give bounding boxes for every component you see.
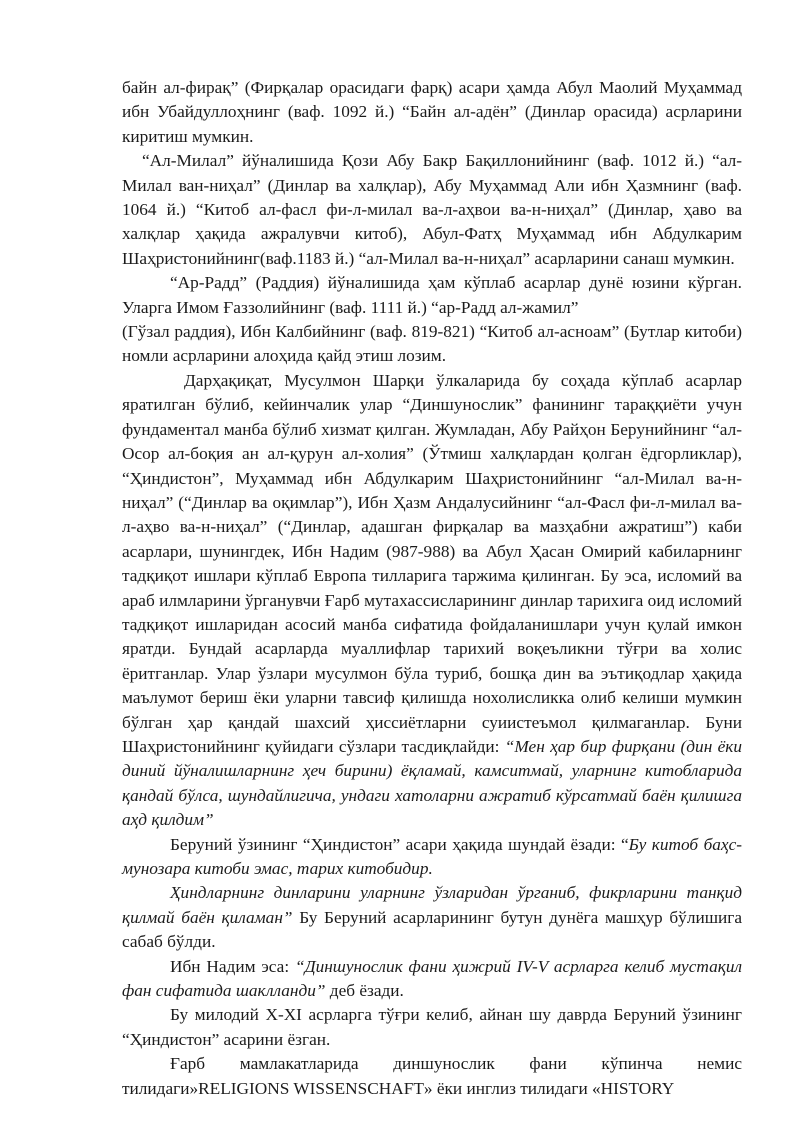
ibn-nadim-quote: “Диншунослик фани ҳижрий IV-V асрларга келиб мустақил фан сифатида шаклланди” (122, 956, 742, 1001)
paragraph-beruniy (122, 833, 742, 882)
paragraph-tail: деб ёзади. (325, 981, 404, 1001)
paragraph-ar-radd: “Ар-Радд” (Раддия) йўналишида ҳам кўплаб асарлар дунё юзини кўрган. Уларга Имом Ғаззолийнинг (ваф. 1111 й.) “ар-Радд ал-жамил” (122, 273, 742, 317)
paragraph-ibn-nadim (122, 955, 742, 1004)
paragraph-garb: Ғарб мамлакатларида диншунослик фани кўпинча немис тилидаги»RELIGIONS WISSENSCHAFT» ёки инглиз тилидаги «HISTORY (122, 1054, 742, 1098)
paragraph-al-milal: “Ал-Милал” йўналишида Қози Абу Бакр Бақиллонийнинг (ваф. 1012 й.) “ал-Милал ван-ниҳал” (Динлар ва халқлар), Абу Муҳаммад Али ибн Ҳазмнинг (ваф. 1064 й.) “Китоб ал-фасл фи-л-милал ва-л-аҳвои ва-н-ниҳал” (Динлар, ҳаво ва халқлар ҳақида ажралувчи китоб), Абул-Фатҳ Муҳаммад ибн Абдулкарим Шаҳристонийнинг(ваф.1183 й.) “ал-Милал ва-н-ниҳал” асарларини санаш мумкин. (122, 151, 742, 268)
paragraph-text: Дарҳақиқат, Мусулмон Шарқи ўлкаларида бу соҳада кўплаб асарлар яратилган бўлиб, кейинчалик улар “Диншунослик” фанининг тараққиёти учун фундаментал манба бўлиб хизмат қилган. Жумладан, Абу Райҳон Берунийнинг “ал-Осор ал-боқия ан ал-қурун ал-холия” (Ўтмиш халқлардан қолган ёдгорликлар), “Ҳиндистон”, Муҳаммад ибн Абдулкарим Шаҳристонийнинг “ал-Милал ва-н-ниҳал” (“Динлар ва оқимлар”), Ибн Ҳазм Андалусийнинг “ал-Фасл фи-л-милал ва-л-аҳво ва-н-ниҳал” (“Динлар, адашган фирқалар ва мазҳабни ажратиш”) каби асарлари, шунингдек, Ибн Надим (987-988) ва Абул Ҳасан Омирий кабиларнинг тадқиқот ишлари кўплаб Европа тилларига таржима қилинган. Бу эса, исломий ва араб илмларини ўрганувчи Ғарб мутахассисларининг динлар тарихига оид исломий тадқиқот ишларидан асосий манба сифатида фойдаланишлари учун қулай имкон яратди. Бундай асарларда муаллифлар тарихий воқеъликни тўғри ва холис ёритганлар. Улар ўзлари мусулмон бўла туриб, бошқа дин ва эътиқодлар ҳақида маълумот бериш ёки уларни тавсиф қилишда нохолисликка олиб келиши мумкин бўлган ҳар қандай шахсий ҳиссиётларни суиистеъмол қилмаганлар. Буни Шаҳристонийнинг қуйидаги сўзлари тасдиқлайди: (122, 370, 742, 756)
paragraph-darhaqiqat (122, 369, 742, 833)
beruniy-quote: Бу китоб баҳс-мунозара китоби эмас, тарих китобидир. (122, 834, 743, 878)
paragraph-ar-radd-continued: (Гўзал раддия), Ибн Калбийнинг (ваф. 819-821) “Китоб ал-асноам” (Бутлар китоби) номли асрларини алоҳида қайд этиш лозим. (122, 322, 742, 366)
paragraph-1: байн ал-фирақ” (Фирқалар орасидаги фарқ) асари ҳамда Абул Маолий Муҳаммад ибн Убайдуллоҳнинг (ваф. 1092 й.) “Байн ал-адён” (Динлар орасида) асрларини киритиш мумкин. (122, 78, 742, 146)
shahristoni-quote: “Мен ҳар бир фирқани (дин ёки диний йўналишларнинг ҳеч бирини) ёқламай, камситмай, уларнинг китобларида қандай бўлса, шундайлигича, ундаги хатоларни ажратиб кўрсатмай баён қилишга аҳд қилдим” (122, 736, 743, 830)
paragraph-hindlar (122, 881, 742, 954)
document-page (122, 76, 742, 1101)
paragraph-text: Беруний ўзининг “Ҳиндистон” асари ҳақида шундай ёзади: “ (170, 834, 629, 854)
paragraph-text: Бу Беруний асарларининг бутун дунёга машҳур бўлишига сабаб бўлди. (122, 907, 743, 952)
paragraph-text: Ибн Надим эса: (170, 956, 295, 976)
hindlar-quote: Ҳиндларнинг динларини уларнинг ўзларидан ўрганиб, фикрларини танқид қилмай баён қиламан” (122, 883, 742, 927)
paragraph-milodiy: Бу милодий Х-ХI асрларга тўғри келиб, айнан шу даврда Беруний ўзининг “Ҳиндистон” асарини ёзган. (122, 1005, 742, 1049)
